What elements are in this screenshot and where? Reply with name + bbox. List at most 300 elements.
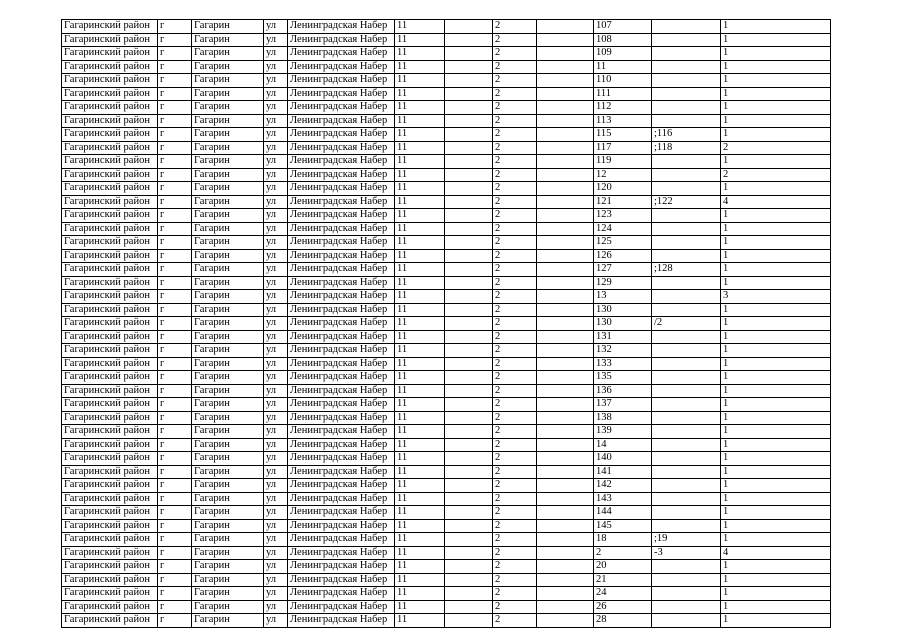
- cell-apartment: 121: [594, 195, 652, 209]
- cell-apartment: 126: [594, 249, 652, 263]
- cell-street: Ленинградская Набер: [288, 47, 395, 61]
- cell-apartment: 28: [594, 614, 652, 628]
- cell-building: 2: [493, 344, 537, 358]
- cell-settlement-type: г: [158, 438, 192, 452]
- cell-street: Ленинградская Набер: [288, 60, 395, 74]
- cell-apartment-suffix: [652, 155, 721, 169]
- cell-house: 11: [395, 560, 445, 574]
- cell-apartment-suffix: [652, 33, 721, 47]
- cell-building-suffix: [537, 87, 594, 101]
- cell-building: 2: [493, 452, 537, 466]
- cell-street-type: ул: [264, 479, 288, 493]
- cell-building: 2: [493, 357, 537, 371]
- address-table: [61, 19, 831, 628]
- cell-building-suffix: [537, 573, 594, 587]
- cell-house-suffix: [445, 209, 493, 223]
- cell-building: 2: [493, 47, 537, 61]
- cell-district: Гагаринский район: [62, 357, 158, 371]
- cell-street: Ленинградская Набер: [288, 411, 395, 425]
- cell-building: 2: [493, 303, 537, 317]
- cell-house: 11: [395, 438, 445, 452]
- cell-district: Гагаринский район: [62, 20, 158, 34]
- cell-street: Ленинградская Набер: [288, 114, 395, 128]
- cell-street: Ленинградская Набер: [288, 560, 395, 574]
- cell-count: 1: [721, 222, 831, 236]
- cell-house-suffix: [445, 344, 493, 358]
- cell-street: Ленинградская Набер: [288, 533, 395, 547]
- cell-district: Гагаринский район: [62, 101, 158, 115]
- table-row: [62, 128, 831, 142]
- cell-street: Ленинградская Набер: [288, 506, 395, 520]
- cell-street-type: ул: [264, 546, 288, 560]
- cell-count: 1: [721, 398, 831, 412]
- cell-apartment-suffix: [652, 168, 721, 182]
- cell-settlement-type: г: [158, 465, 192, 479]
- cell-apartment: 119: [594, 155, 652, 169]
- cell-building-suffix: [537, 398, 594, 412]
- cell-settlement-type: г: [158, 236, 192, 250]
- cell-apartment: 130: [594, 317, 652, 331]
- cell-count: 1: [721, 533, 831, 547]
- cell-house: 11: [395, 263, 445, 277]
- cell-house-suffix: [445, 546, 493, 560]
- cell-house: 11: [395, 425, 445, 439]
- cell-street-type: ул: [264, 47, 288, 61]
- cell-building-suffix: [537, 101, 594, 115]
- cell-building-suffix: [537, 114, 594, 128]
- cell-building-suffix: [537, 317, 594, 331]
- cell-district: Гагаринский район: [62, 222, 158, 236]
- cell-settlement-type: г: [158, 303, 192, 317]
- cell-count: 1: [721, 47, 831, 61]
- cell-building-suffix: [537, 519, 594, 533]
- cell-settlement: Гагарин: [192, 600, 264, 614]
- cell-settlement: Гагарин: [192, 479, 264, 493]
- cell-house-suffix: [445, 249, 493, 263]
- cell-street-type: ул: [264, 195, 288, 209]
- cell-street-type: ул: [264, 209, 288, 223]
- cell-apartment: 109: [594, 47, 652, 61]
- cell-street: Ленинградская Набер: [288, 492, 395, 506]
- cell-house-suffix: [445, 128, 493, 142]
- cell-street-type: ул: [264, 128, 288, 142]
- cell-apartment: 2: [594, 546, 652, 560]
- cell-house-suffix: [445, 465, 493, 479]
- cell-settlement-type: г: [158, 533, 192, 547]
- cell-house: 11: [395, 222, 445, 236]
- table-row: [62, 209, 831, 223]
- cell-district: Гагаринский район: [62, 141, 158, 155]
- cell-settlement: Гагарин: [192, 236, 264, 250]
- table-row: [62, 398, 831, 412]
- cell-apartment: 107: [594, 20, 652, 34]
- cell-settlement: Гагарин: [192, 249, 264, 263]
- cell-settlement-type: г: [158, 33, 192, 47]
- cell-district: Гагаринский район: [62, 155, 158, 169]
- table-row: [62, 168, 831, 182]
- cell-building: 2: [493, 573, 537, 587]
- cell-apartment-suffix: /2: [652, 317, 721, 331]
- cell-building-suffix: [537, 263, 594, 277]
- cell-street: Ленинградская Набер: [288, 182, 395, 196]
- cell-count: 1: [721, 114, 831, 128]
- table-row: [62, 317, 831, 331]
- cell-settlement-type: г: [158, 168, 192, 182]
- cell-building: 2: [493, 182, 537, 196]
- cell-apartment-suffix: [652, 74, 721, 88]
- cell-settlement: Гагарин: [192, 20, 264, 34]
- cell-street: Ленинградская Набер: [288, 168, 395, 182]
- cell-street-type: ул: [264, 330, 288, 344]
- cell-building: 2: [493, 209, 537, 223]
- cell-district: Гагаринский район: [62, 290, 158, 304]
- cell-apartment: 141: [594, 465, 652, 479]
- cell-count: 1: [721, 182, 831, 196]
- cell-district: Гагаринский район: [62, 600, 158, 614]
- cell-count: 1: [721, 236, 831, 250]
- cell-house-suffix: [445, 533, 493, 547]
- cell-settlement: Гагарин: [192, 263, 264, 277]
- cell-building-suffix: [537, 560, 594, 574]
- cell-settlement: Гагарин: [192, 168, 264, 182]
- cell-district: Гагаринский район: [62, 330, 158, 344]
- table-row: [62, 87, 831, 101]
- cell-apartment-suffix: [652, 47, 721, 61]
- cell-street: Ленинградская Набер: [288, 20, 395, 34]
- cell-building-suffix: [537, 533, 594, 547]
- cell-apartment-suffix: [652, 114, 721, 128]
- cell-apartment-suffix: [652, 371, 721, 385]
- cell-street: Ленинградская Набер: [288, 344, 395, 358]
- table-row: [62, 573, 831, 587]
- cell-settlement: Гагарин: [192, 371, 264, 385]
- cell-settlement-type: г: [158, 60, 192, 74]
- cell-street: Ленинградская Набер: [288, 519, 395, 533]
- table-body: [62, 20, 831, 628]
- cell-house-suffix: [445, 600, 493, 614]
- cell-house-suffix: [445, 290, 493, 304]
- cell-apartment-suffix: -3: [652, 546, 721, 560]
- cell-house-suffix: [445, 168, 493, 182]
- table-row: [62, 47, 831, 61]
- cell-settlement-type: г: [158, 506, 192, 520]
- cell-settlement: Гагарин: [192, 276, 264, 290]
- cell-settlement-type: г: [158, 600, 192, 614]
- table-row: [62, 384, 831, 398]
- cell-building-suffix: [537, 141, 594, 155]
- cell-house-suffix: [445, 398, 493, 412]
- cell-house: 11: [395, 533, 445, 547]
- table-row: [62, 425, 831, 439]
- cell-settlement-type: г: [158, 263, 192, 277]
- cell-settlement: Гагарин: [192, 465, 264, 479]
- cell-district: Гагаринский район: [62, 573, 158, 587]
- cell-building: 2: [493, 114, 537, 128]
- cell-apartment-suffix: [652, 209, 721, 223]
- cell-building: 2: [493, 533, 537, 547]
- cell-settlement-type: г: [158, 276, 192, 290]
- cell-street-type: ул: [264, 614, 288, 628]
- cell-count: 1: [721, 411, 831, 425]
- table-row: [62, 587, 831, 601]
- cell-apartment: 21: [594, 573, 652, 587]
- cell-building-suffix: [537, 479, 594, 493]
- cell-settlement-type: г: [158, 182, 192, 196]
- cell-building-suffix: [537, 330, 594, 344]
- cell-count: 1: [721, 573, 831, 587]
- cell-settlement-type: г: [158, 357, 192, 371]
- cell-building-suffix: [537, 357, 594, 371]
- cell-house-suffix: [445, 33, 493, 47]
- cell-settlement-type: г: [158, 384, 192, 398]
- cell-street-type: ул: [264, 114, 288, 128]
- cell-street-type: ул: [264, 20, 288, 34]
- cell-street: Ленинградская Набер: [288, 276, 395, 290]
- cell-settlement-type: г: [158, 330, 192, 344]
- cell-street-type: ул: [264, 303, 288, 317]
- cell-apartment: 24: [594, 587, 652, 601]
- cell-house-suffix: [445, 87, 493, 101]
- cell-house-suffix: [445, 182, 493, 196]
- cell-house: 11: [395, 492, 445, 506]
- table-row: [62, 222, 831, 236]
- table-row: [62, 195, 831, 209]
- cell-count: 1: [721, 357, 831, 371]
- cell-settlement: Гагарин: [192, 587, 264, 601]
- cell-apartment: 113: [594, 114, 652, 128]
- table-row: [62, 155, 831, 169]
- cell-street: Ленинградская Набер: [288, 33, 395, 47]
- cell-house: 11: [395, 249, 445, 263]
- table-row: [62, 492, 831, 506]
- cell-street: Ленинградская Набер: [288, 479, 395, 493]
- cell-house: 11: [395, 371, 445, 385]
- cell-house-suffix: [445, 425, 493, 439]
- table-row: [62, 600, 831, 614]
- cell-settlement: Гагарин: [192, 74, 264, 88]
- cell-house: 11: [395, 600, 445, 614]
- cell-apartment-suffix: [652, 276, 721, 290]
- cell-count: 1: [721, 614, 831, 628]
- cell-building-suffix: [537, 236, 594, 250]
- cell-street: Ленинградская Набер: [288, 249, 395, 263]
- cell-district: Гагаринский район: [62, 533, 158, 547]
- cell-house-suffix: [445, 47, 493, 61]
- cell-apartment-suffix: [652, 479, 721, 493]
- cell-building: 2: [493, 492, 537, 506]
- cell-building-suffix: [537, 128, 594, 142]
- cell-house: 11: [395, 573, 445, 587]
- cell-building: 2: [493, 587, 537, 601]
- cell-street: Ленинградская Набер: [288, 236, 395, 250]
- cell-house: 11: [395, 209, 445, 223]
- cell-settlement: Гагарин: [192, 492, 264, 506]
- cell-house-suffix: [445, 519, 493, 533]
- cell-street: Ленинградская Набер: [288, 573, 395, 587]
- cell-settlement-type: г: [158, 128, 192, 142]
- cell-house: 11: [395, 276, 445, 290]
- cell-district: Гагаринский район: [62, 33, 158, 47]
- cell-district: Гагаринский район: [62, 236, 158, 250]
- cell-apartment: 130: [594, 303, 652, 317]
- cell-building: 2: [493, 263, 537, 277]
- cell-street: Ленинградская Набер: [288, 398, 395, 412]
- cell-street-type: ул: [264, 155, 288, 169]
- cell-street: Ленинградская Набер: [288, 371, 395, 385]
- cell-district: Гагаринский район: [62, 263, 158, 277]
- cell-apartment: 143: [594, 492, 652, 506]
- cell-building-suffix: [537, 276, 594, 290]
- cell-count: 1: [721, 438, 831, 452]
- cell-district: Гагаринский район: [62, 452, 158, 466]
- cell-apartment-suffix: [652, 101, 721, 115]
- cell-apartment-suffix: ;118: [652, 141, 721, 155]
- cell-count: 1: [721, 263, 831, 277]
- cell-apartment-suffix: [652, 492, 721, 506]
- cell-house-suffix: [445, 614, 493, 628]
- cell-street-type: ул: [264, 317, 288, 331]
- cell-settlement: Гагарин: [192, 60, 264, 74]
- cell-settlement-type: г: [158, 546, 192, 560]
- cell-building: 2: [493, 425, 537, 439]
- cell-house: 11: [395, 614, 445, 628]
- cell-district: Гагаринский район: [62, 60, 158, 74]
- cell-settlement: Гагарин: [192, 222, 264, 236]
- cell-apartment: 14: [594, 438, 652, 452]
- cell-apartment: 145: [594, 519, 652, 533]
- cell-building: 2: [493, 33, 537, 47]
- table-row: [62, 182, 831, 196]
- cell-apartment: 144: [594, 506, 652, 520]
- cell-apartment: 125: [594, 236, 652, 250]
- cell-settlement: Гагарин: [192, 560, 264, 574]
- cell-street-type: ул: [264, 438, 288, 452]
- cell-building: 2: [493, 479, 537, 493]
- cell-street: Ленинградская Набер: [288, 384, 395, 398]
- table-row: [62, 330, 831, 344]
- cell-district: Гагаринский район: [62, 276, 158, 290]
- cell-district: Гагаринский район: [62, 303, 158, 317]
- cell-street: Ленинградская Набер: [288, 222, 395, 236]
- cell-building: 2: [493, 60, 537, 74]
- cell-count: 1: [721, 276, 831, 290]
- cell-apartment-suffix: [652, 600, 721, 614]
- cell-apartment-suffix: [652, 425, 721, 439]
- cell-apartment: 140: [594, 452, 652, 466]
- cell-apartment-suffix: [652, 182, 721, 196]
- cell-house-suffix: [445, 452, 493, 466]
- cell-settlement-type: г: [158, 371, 192, 385]
- cell-building-suffix: [537, 74, 594, 88]
- table-row: [62, 371, 831, 385]
- cell-building: 2: [493, 236, 537, 250]
- cell-street: Ленинградская Набер: [288, 128, 395, 142]
- cell-district: Гагаринский район: [62, 438, 158, 452]
- cell-apartment: 136: [594, 384, 652, 398]
- cell-settlement: Гагарин: [192, 209, 264, 223]
- cell-apartment-suffix: [652, 60, 721, 74]
- cell-count: 1: [721, 425, 831, 439]
- cell-building: 2: [493, 465, 537, 479]
- table-row: [62, 411, 831, 425]
- cell-apartment: 26: [594, 600, 652, 614]
- cell-count: 1: [721, 33, 831, 47]
- cell-street-type: ул: [264, 168, 288, 182]
- cell-settlement-type: г: [158, 155, 192, 169]
- cell-building-suffix: [537, 614, 594, 628]
- cell-settlement-type: г: [158, 20, 192, 34]
- cell-building-suffix: [537, 506, 594, 520]
- cell-district: Гагаринский район: [62, 195, 158, 209]
- cell-building-suffix: [537, 33, 594, 47]
- cell-settlement: Гагарин: [192, 411, 264, 425]
- cell-house: 11: [395, 506, 445, 520]
- cell-house-suffix: [445, 114, 493, 128]
- cell-building-suffix: [537, 546, 594, 560]
- table-row: [62, 479, 831, 493]
- cell-street: Ленинградская Набер: [288, 263, 395, 277]
- cell-street-type: ул: [264, 573, 288, 587]
- cell-apartment: 135: [594, 371, 652, 385]
- cell-building: 2: [493, 330, 537, 344]
- table-row: [62, 141, 831, 155]
- cell-count: 1: [721, 20, 831, 34]
- cell-building: 2: [493, 398, 537, 412]
- cell-house: 11: [395, 317, 445, 331]
- cell-apartment: 127: [594, 263, 652, 277]
- cell-building-suffix: [537, 587, 594, 601]
- cell-settlement-type: г: [158, 519, 192, 533]
- cell-building: 2: [493, 290, 537, 304]
- cell-building: 2: [493, 384, 537, 398]
- cell-street-type: ул: [264, 276, 288, 290]
- cell-settlement-type: г: [158, 222, 192, 236]
- cell-building: 2: [493, 519, 537, 533]
- cell-building-suffix: [537, 222, 594, 236]
- table-row: [62, 546, 831, 560]
- cell-apartment-suffix: [652, 398, 721, 412]
- cell-apartment-suffix: [652, 330, 721, 344]
- cell-apartment-suffix: [652, 614, 721, 628]
- cell-street-type: ул: [264, 519, 288, 533]
- cell-district: Гагаринский район: [62, 465, 158, 479]
- cell-building-suffix: [537, 425, 594, 439]
- cell-house: 11: [395, 479, 445, 493]
- cell-house-suffix: [445, 573, 493, 587]
- cell-apartment: 112: [594, 101, 652, 115]
- cell-settlement: Гагарин: [192, 438, 264, 452]
- cell-apartment: 129: [594, 276, 652, 290]
- cell-building: 2: [493, 614, 537, 628]
- cell-building-suffix: [537, 168, 594, 182]
- cell-apartment: 138: [594, 411, 652, 425]
- cell-house: 11: [395, 357, 445, 371]
- cell-apartment-suffix: [652, 384, 721, 398]
- cell-apartment-suffix: [652, 290, 721, 304]
- cell-settlement: Гагарин: [192, 533, 264, 547]
- cell-settlement-type: г: [158, 141, 192, 155]
- cell-building-suffix: [537, 290, 594, 304]
- cell-house-suffix: [445, 587, 493, 601]
- cell-house-suffix: [445, 411, 493, 425]
- cell-settlement-type: г: [158, 101, 192, 115]
- cell-settlement: Гагарин: [192, 573, 264, 587]
- cell-settlement: Гагарин: [192, 290, 264, 304]
- cell-district: Гагаринский район: [62, 168, 158, 182]
- cell-count: 1: [721, 479, 831, 493]
- cell-district: Гагаринский район: [62, 384, 158, 398]
- cell-count: 1: [721, 128, 831, 142]
